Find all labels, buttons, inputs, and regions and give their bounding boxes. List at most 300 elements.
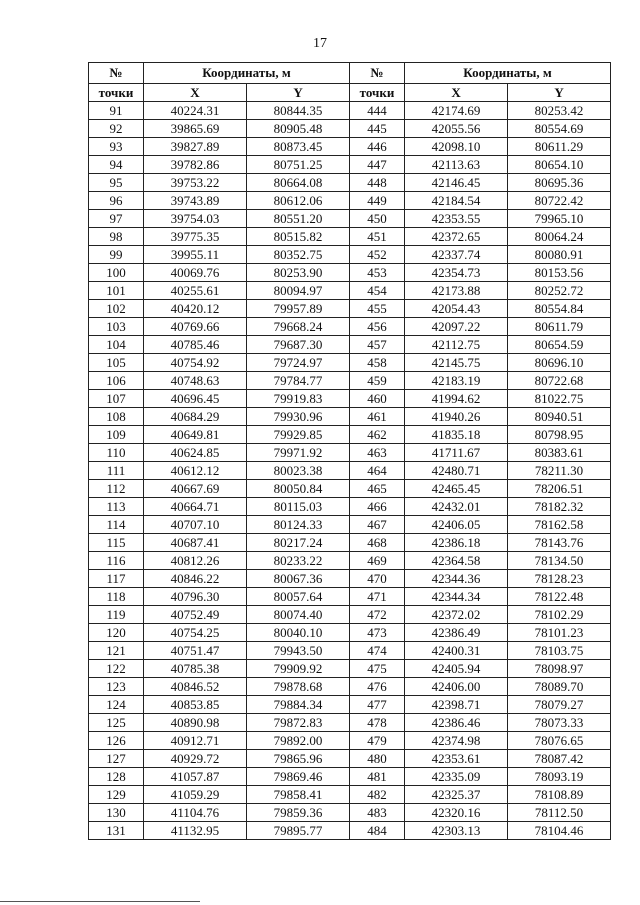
x-left-cell: 40624.85 <box>144 444 247 462</box>
x-right-cell: 42480.71 <box>405 462 508 480</box>
table-row <box>89 750 611 768</box>
y-right-cell: 78143.76 <box>508 534 611 552</box>
x-left-cell: 40687.41 <box>144 534 247 552</box>
table-row <box>89 480 611 498</box>
x-right-cell: 42353.55 <box>405 210 508 228</box>
y-right-cell: 80611.29 <box>508 138 611 156</box>
x-right-cell: 42055.56 <box>405 120 508 138</box>
y-left-cell: 79869.46 <box>247 768 350 786</box>
point-number-right-cell: 475 <box>350 660 405 678</box>
point-number-left-cell: 99 <box>89 246 144 264</box>
table-row <box>89 426 611 444</box>
table-row <box>89 552 611 570</box>
x-right-cell: 42405.94 <box>405 660 508 678</box>
table-row <box>89 732 611 750</box>
table-row <box>89 408 611 426</box>
point-number-left-cell: 104 <box>89 336 144 354</box>
y-right-cell: 78206.51 <box>508 480 611 498</box>
x-left-cell: 40664.71 <box>144 498 247 516</box>
y-right-cell: 80696.10 <box>508 354 611 372</box>
y-right-cell: 80064.24 <box>508 228 611 246</box>
y-left-cell: 80217.24 <box>247 534 350 552</box>
x-left-cell: 40846.22 <box>144 570 247 588</box>
y-right-cell: 78103.75 <box>508 642 611 660</box>
table-row <box>89 390 611 408</box>
y-left-cell: 80233.22 <box>247 552 350 570</box>
point-number-left-cell: 129 <box>89 786 144 804</box>
x-column-header-right: X <box>405 84 508 102</box>
x-right-cell: 42174.69 <box>405 102 508 120</box>
x-left-cell: 40785.38 <box>144 660 247 678</box>
point-number-left-cell: 91 <box>89 102 144 120</box>
y-right-cell: 78128.23 <box>508 570 611 588</box>
x-column-header-left: X <box>144 84 247 102</box>
x-right-cell: 42344.34 <box>405 588 508 606</box>
point-number-left-cell: 117 <box>89 570 144 588</box>
table-row <box>89 192 611 210</box>
y-right-cell: 78079.27 <box>508 696 611 714</box>
point-number-left-cell: 122 <box>89 660 144 678</box>
y-right-cell: 78104.46 <box>508 822 611 840</box>
y-left-cell: 80515.82 <box>247 228 350 246</box>
point-number-left-cell: 96 <box>89 192 144 210</box>
y-column-header-right: Y <box>508 84 611 102</box>
y-left-cell: 80124.33 <box>247 516 350 534</box>
y-right-cell: 78108.89 <box>508 786 611 804</box>
y-right-cell: 80695.36 <box>508 174 611 192</box>
y-right-cell: 80252.72 <box>508 282 611 300</box>
y-right-cell: 78134.50 <box>508 552 611 570</box>
x-right-cell: 42386.46 <box>405 714 508 732</box>
y-left-cell: 79929.85 <box>247 426 350 444</box>
x-left-cell: 40696.45 <box>144 390 247 408</box>
point-number-right-cell: 463 <box>350 444 405 462</box>
y-left-cell: 79943.50 <box>247 642 350 660</box>
table-row <box>89 138 611 156</box>
point-number-left-cell: 127 <box>89 750 144 768</box>
coordinates-header-left: Координаты, м <box>144 63 350 84</box>
y-left-cell: 79878.68 <box>247 678 350 696</box>
y-right-cell: 78102.29 <box>508 606 611 624</box>
point-number-right-cell: 457 <box>350 336 405 354</box>
point-number-right-cell: 478 <box>350 714 405 732</box>
y-left-cell: 79909.92 <box>247 660 350 678</box>
table-row <box>89 372 611 390</box>
y-right-cell: 80611.79 <box>508 318 611 336</box>
y-right-cell: 78112.50 <box>508 804 611 822</box>
table-row <box>89 588 611 606</box>
table-row <box>89 102 611 120</box>
point-number-right-cell: 455 <box>350 300 405 318</box>
y-right-cell: 80722.68 <box>508 372 611 390</box>
x-left-cell: 40796.30 <box>144 588 247 606</box>
point-number-right-cell: 460 <box>350 390 405 408</box>
x-right-cell: 42398.71 <box>405 696 508 714</box>
x-left-cell: 40649.81 <box>144 426 247 444</box>
x-left-cell: 40754.25 <box>144 624 247 642</box>
x-right-cell: 42054.43 <box>405 300 508 318</box>
y-right-cell: 78122.48 <box>508 588 611 606</box>
y-left-cell: 79895.77 <box>247 822 350 840</box>
y-left-cell: 79668.24 <box>247 318 350 336</box>
point-number-right-cell: 468 <box>350 534 405 552</box>
x-right-cell: 42145.75 <box>405 354 508 372</box>
y-left-cell: 79858.41 <box>247 786 350 804</box>
y-left-cell: 80905.48 <box>247 120 350 138</box>
point-number-right-cell: 466 <box>350 498 405 516</box>
x-right-cell: 42097.22 <box>405 318 508 336</box>
x-left-cell: 40748.63 <box>144 372 247 390</box>
y-right-cell: 78089.70 <box>508 678 611 696</box>
point-number-left-cell: 97 <box>89 210 144 228</box>
point-number-right-cell: 458 <box>350 354 405 372</box>
point-number-left-cell: 112 <box>89 480 144 498</box>
y-right-cell: 80253.42 <box>508 102 611 120</box>
table-row <box>89 606 611 624</box>
point-number-right-cell: 467 <box>350 516 405 534</box>
y-right-cell: 80080.91 <box>508 246 611 264</box>
y-left-cell: 80050.84 <box>247 480 350 498</box>
y-right-cell: 81022.75 <box>508 390 611 408</box>
x-right-cell: 42406.05 <box>405 516 508 534</box>
point-number-left-cell: 119 <box>89 606 144 624</box>
point-number-left-cell: 124 <box>89 696 144 714</box>
x-right-cell: 42386.18 <box>405 534 508 552</box>
point-number-right-cell: 452 <box>350 246 405 264</box>
point-number-left-cell: 105 <box>89 354 144 372</box>
point-number-right-cell: 477 <box>350 696 405 714</box>
point-number-right-cell: 476 <box>350 678 405 696</box>
x-left-cell: 40846.52 <box>144 678 247 696</box>
y-right-cell: 80798.95 <box>508 426 611 444</box>
point-number-right-cell: 454 <box>350 282 405 300</box>
table-row <box>89 174 611 192</box>
x-right-cell: 42112.75 <box>405 336 508 354</box>
table-row <box>89 354 611 372</box>
y-left-cell: 80115.03 <box>247 498 350 516</box>
x-right-cell: 42337.74 <box>405 246 508 264</box>
point-number-header-top-left: № <box>89 63 144 84</box>
point-number-right-cell: 481 <box>350 768 405 786</box>
point-number-right-cell: 482 <box>350 786 405 804</box>
y-right-cell: 80940.51 <box>508 408 611 426</box>
x-left-cell: 40612.12 <box>144 462 247 480</box>
x-left-cell: 39827.89 <box>144 138 247 156</box>
y-left-cell: 80040.10 <box>247 624 350 642</box>
point-number-right-cell: 461 <box>350 408 405 426</box>
y-right-cell: 80554.84 <box>508 300 611 318</box>
point-number-left-cell: 118 <box>89 588 144 606</box>
x-left-cell: 39775.35 <box>144 228 247 246</box>
point-number-right-cell: 483 <box>350 804 405 822</box>
point-number-right-cell: 470 <box>350 570 405 588</box>
table-row <box>89 282 611 300</box>
table-row <box>89 264 611 282</box>
x-left-cell: 41132.95 <box>144 822 247 840</box>
y-right-cell: 80654.10 <box>508 156 611 174</box>
point-number-right-cell: 471 <box>350 588 405 606</box>
y-column-header-left: Y <box>247 84 350 102</box>
table-row <box>89 624 611 642</box>
point-number-left-cell: 103 <box>89 318 144 336</box>
table-row <box>89 822 611 840</box>
point-number-left-cell: 128 <box>89 768 144 786</box>
y-right-cell: 80153.56 <box>508 264 611 282</box>
y-right-cell: 80554.69 <box>508 120 611 138</box>
y-left-cell: 80844.35 <box>247 102 350 120</box>
x-right-cell: 41940.26 <box>405 408 508 426</box>
x-left-cell: 40069.76 <box>144 264 247 282</box>
point-number-left-cell: 125 <box>89 714 144 732</box>
table-row <box>89 570 611 588</box>
x-right-cell: 42353.61 <box>405 750 508 768</box>
x-left-cell: 41104.76 <box>144 804 247 822</box>
x-left-cell: 40890.98 <box>144 714 247 732</box>
x-left-cell: 41057.87 <box>144 768 247 786</box>
table-row <box>89 444 611 462</box>
point-number-right-cell: 480 <box>350 750 405 768</box>
table-row <box>89 462 611 480</box>
point-number-left-cell: 102 <box>89 300 144 318</box>
x-right-cell: 42374.98 <box>405 732 508 750</box>
x-left-cell: 40684.29 <box>144 408 247 426</box>
x-left-cell: 39955.11 <box>144 246 247 264</box>
y-right-cell: 78211.30 <box>508 462 611 480</box>
x-right-cell: 41994.62 <box>405 390 508 408</box>
x-left-cell: 40667.69 <box>144 480 247 498</box>
y-left-cell: 79930.96 <box>247 408 350 426</box>
x-left-cell: 40929.72 <box>144 750 247 768</box>
table-row <box>89 642 611 660</box>
x-left-cell: 40754.92 <box>144 354 247 372</box>
table-row <box>89 210 611 228</box>
point-number-left-cell: 115 <box>89 534 144 552</box>
y-left-cell: 80067.36 <box>247 570 350 588</box>
y-left-cell: 80023.38 <box>247 462 350 480</box>
table-row <box>89 786 611 804</box>
x-right-cell: 42184.54 <box>405 192 508 210</box>
x-left-cell: 39743.89 <box>144 192 247 210</box>
table-row <box>89 156 611 174</box>
point-number-right-cell: 456 <box>350 318 405 336</box>
x-right-cell: 42372.02 <box>405 606 508 624</box>
y-right-cell: 78182.32 <box>508 498 611 516</box>
x-left-cell: 40769.66 <box>144 318 247 336</box>
point-number-right-cell: 484 <box>350 822 405 840</box>
x-right-cell: 42335.09 <box>405 768 508 786</box>
coordinates-header-right: Координаты, м <box>405 63 611 84</box>
table-row <box>89 804 611 822</box>
point-number-right-cell: 474 <box>350 642 405 660</box>
point-number-left-cell: 114 <box>89 516 144 534</box>
y-left-cell: 79859.36 <box>247 804 350 822</box>
point-number-left-cell: 101 <box>89 282 144 300</box>
table-row <box>89 534 611 552</box>
point-number-right-cell: 464 <box>350 462 405 480</box>
point-number-left-cell: 123 <box>89 678 144 696</box>
x-right-cell: 42400.31 <box>405 642 508 660</box>
point-number-right-cell: 445 <box>350 120 405 138</box>
point-number-left-cell: 111 <box>89 462 144 480</box>
table-row <box>89 246 611 264</box>
point-number-left-cell: 107 <box>89 390 144 408</box>
point-number-right-cell: 446 <box>350 138 405 156</box>
x-left-cell: 40255.61 <box>144 282 247 300</box>
point-number-left-cell: 131 <box>89 822 144 840</box>
point-number-right-cell: 472 <box>350 606 405 624</box>
x-right-cell: 42432.01 <box>405 498 508 516</box>
y-right-cell: 80722.42 <box>508 192 611 210</box>
y-left-cell: 79865.96 <box>247 750 350 768</box>
y-right-cell: 78162.58 <box>508 516 611 534</box>
table-row <box>89 660 611 678</box>
y-left-cell: 79957.89 <box>247 300 350 318</box>
x-left-cell: 39782.86 <box>144 156 247 174</box>
point-number-left-cell: 106 <box>89 372 144 390</box>
y-left-cell: 79724.97 <box>247 354 350 372</box>
point-number-left-cell: 113 <box>89 498 144 516</box>
x-left-cell: 39753.22 <box>144 174 247 192</box>
table-row <box>89 498 611 516</box>
table-row <box>89 300 611 318</box>
y-right-cell: 78101.23 <box>508 624 611 642</box>
y-left-cell: 79971.92 <box>247 444 350 462</box>
point-number-left-cell: 126 <box>89 732 144 750</box>
y-left-cell: 80253.90 <box>247 264 350 282</box>
y-left-cell: 80057.64 <box>247 588 350 606</box>
x-left-cell: 40853.85 <box>144 696 247 714</box>
table-row <box>89 768 611 786</box>
point-number-right-cell: 449 <box>350 192 405 210</box>
y-left-cell: 80094.97 <box>247 282 350 300</box>
point-number-right-cell: 469 <box>350 552 405 570</box>
x-right-cell: 42146.45 <box>405 174 508 192</box>
x-right-cell: 42183.19 <box>405 372 508 390</box>
x-right-cell: 42320.16 <box>405 804 508 822</box>
x-right-cell: 42344.36 <box>405 570 508 588</box>
x-right-cell: 42354.73 <box>405 264 508 282</box>
x-right-cell: 42173.88 <box>405 282 508 300</box>
table-header <box>89 63 611 102</box>
x-right-cell: 42364.58 <box>405 552 508 570</box>
table-row <box>89 228 611 246</box>
x-right-cell: 42325.37 <box>405 786 508 804</box>
y-left-cell: 80612.06 <box>247 192 350 210</box>
y-left-cell: 79884.34 <box>247 696 350 714</box>
y-right-cell: 78098.97 <box>508 660 611 678</box>
y-right-cell: 78073.33 <box>508 714 611 732</box>
point-number-left-cell: 98 <box>89 228 144 246</box>
y-left-cell: 79892.00 <box>247 732 350 750</box>
y-left-cell: 80664.08 <box>247 174 350 192</box>
y-left-cell: 80751.25 <box>247 156 350 174</box>
point-number-right-cell: 465 <box>350 480 405 498</box>
y-left-cell: 80352.75 <box>247 246 350 264</box>
point-number-header-top-right: № <box>350 63 405 84</box>
x-right-cell: 42113.63 <box>405 156 508 174</box>
table-row <box>89 714 611 732</box>
x-left-cell: 40751.47 <box>144 642 247 660</box>
table-body <box>89 102 611 840</box>
y-left-cell: 80873.45 <box>247 138 350 156</box>
point-number-header-bottom-right: точки <box>350 84 405 102</box>
point-number-right-cell: 459 <box>350 372 405 390</box>
page-edge-line <box>0 901 200 902</box>
x-right-cell: 42303.13 <box>405 822 508 840</box>
x-left-cell: 40812.26 <box>144 552 247 570</box>
x-left-cell: 41059.29 <box>144 786 247 804</box>
point-number-right-cell: 447 <box>350 156 405 174</box>
point-number-left-cell: 108 <box>89 408 144 426</box>
y-left-cell: 79784.77 <box>247 372 350 390</box>
x-right-cell: 41711.67 <box>405 444 508 462</box>
point-number-left-cell: 121 <box>89 642 144 660</box>
point-number-right-cell: 451 <box>350 228 405 246</box>
point-number-left-cell: 116 <box>89 552 144 570</box>
x-right-cell: 42098.10 <box>405 138 508 156</box>
point-number-left-cell: 95 <box>89 174 144 192</box>
point-number-right-cell: 450 <box>350 210 405 228</box>
y-right-cell: 78076.65 <box>508 732 611 750</box>
x-right-cell: 41835.18 <box>405 426 508 444</box>
x-left-cell: 39865.69 <box>144 120 247 138</box>
x-right-cell: 42372.65 <box>405 228 508 246</box>
x-left-cell: 40707.10 <box>144 516 247 534</box>
x-left-cell: 40420.12 <box>144 300 247 318</box>
y-left-cell: 80074.40 <box>247 606 350 624</box>
coordinates-table <box>88 62 611 840</box>
x-left-cell: 40224.31 <box>144 102 247 120</box>
y-right-cell: 80383.61 <box>508 444 611 462</box>
point-number-right-cell: 444 <box>350 102 405 120</box>
x-left-cell: 40912.71 <box>144 732 247 750</box>
y-left-cell: 79872.83 <box>247 714 350 732</box>
table-row <box>89 696 611 714</box>
table-row <box>89 318 611 336</box>
point-number-right-cell: 473 <box>350 624 405 642</box>
table-row <box>89 516 611 534</box>
point-number-right-cell: 453 <box>350 264 405 282</box>
x-right-cell: 42465.45 <box>405 480 508 498</box>
x-right-cell: 42386.49 <box>405 624 508 642</box>
point-number-right-cell: 448 <box>350 174 405 192</box>
table-row <box>89 336 611 354</box>
point-number-right-cell: 479 <box>350 732 405 750</box>
table-row <box>89 678 611 696</box>
page-number: 17 <box>313 36 327 51</box>
y-right-cell: 79965.10 <box>508 210 611 228</box>
point-number-left-cell: 130 <box>89 804 144 822</box>
point-number-left-cell: 110 <box>89 444 144 462</box>
point-number-left-cell: 109 <box>89 426 144 444</box>
x-left-cell: 40785.46 <box>144 336 247 354</box>
table-row <box>89 120 611 138</box>
point-number-left-cell: 92 <box>89 120 144 138</box>
y-left-cell: 79919.83 <box>247 390 350 408</box>
y-right-cell: 78087.42 <box>508 750 611 768</box>
point-number-left-cell: 93 <box>89 138 144 156</box>
x-left-cell: 39754.03 <box>144 210 247 228</box>
x-right-cell: 42406.00 <box>405 678 508 696</box>
y-left-cell: 80551.20 <box>247 210 350 228</box>
point-number-left-cell: 100 <box>89 264 144 282</box>
point-number-left-cell: 120 <box>89 624 144 642</box>
y-right-cell: 80654.59 <box>508 336 611 354</box>
point-number-right-cell: 462 <box>350 426 405 444</box>
point-number-header-bottom-left: точки <box>89 84 144 102</box>
y-right-cell: 78093.19 <box>508 768 611 786</box>
point-number-left-cell: 94 <box>89 156 144 174</box>
